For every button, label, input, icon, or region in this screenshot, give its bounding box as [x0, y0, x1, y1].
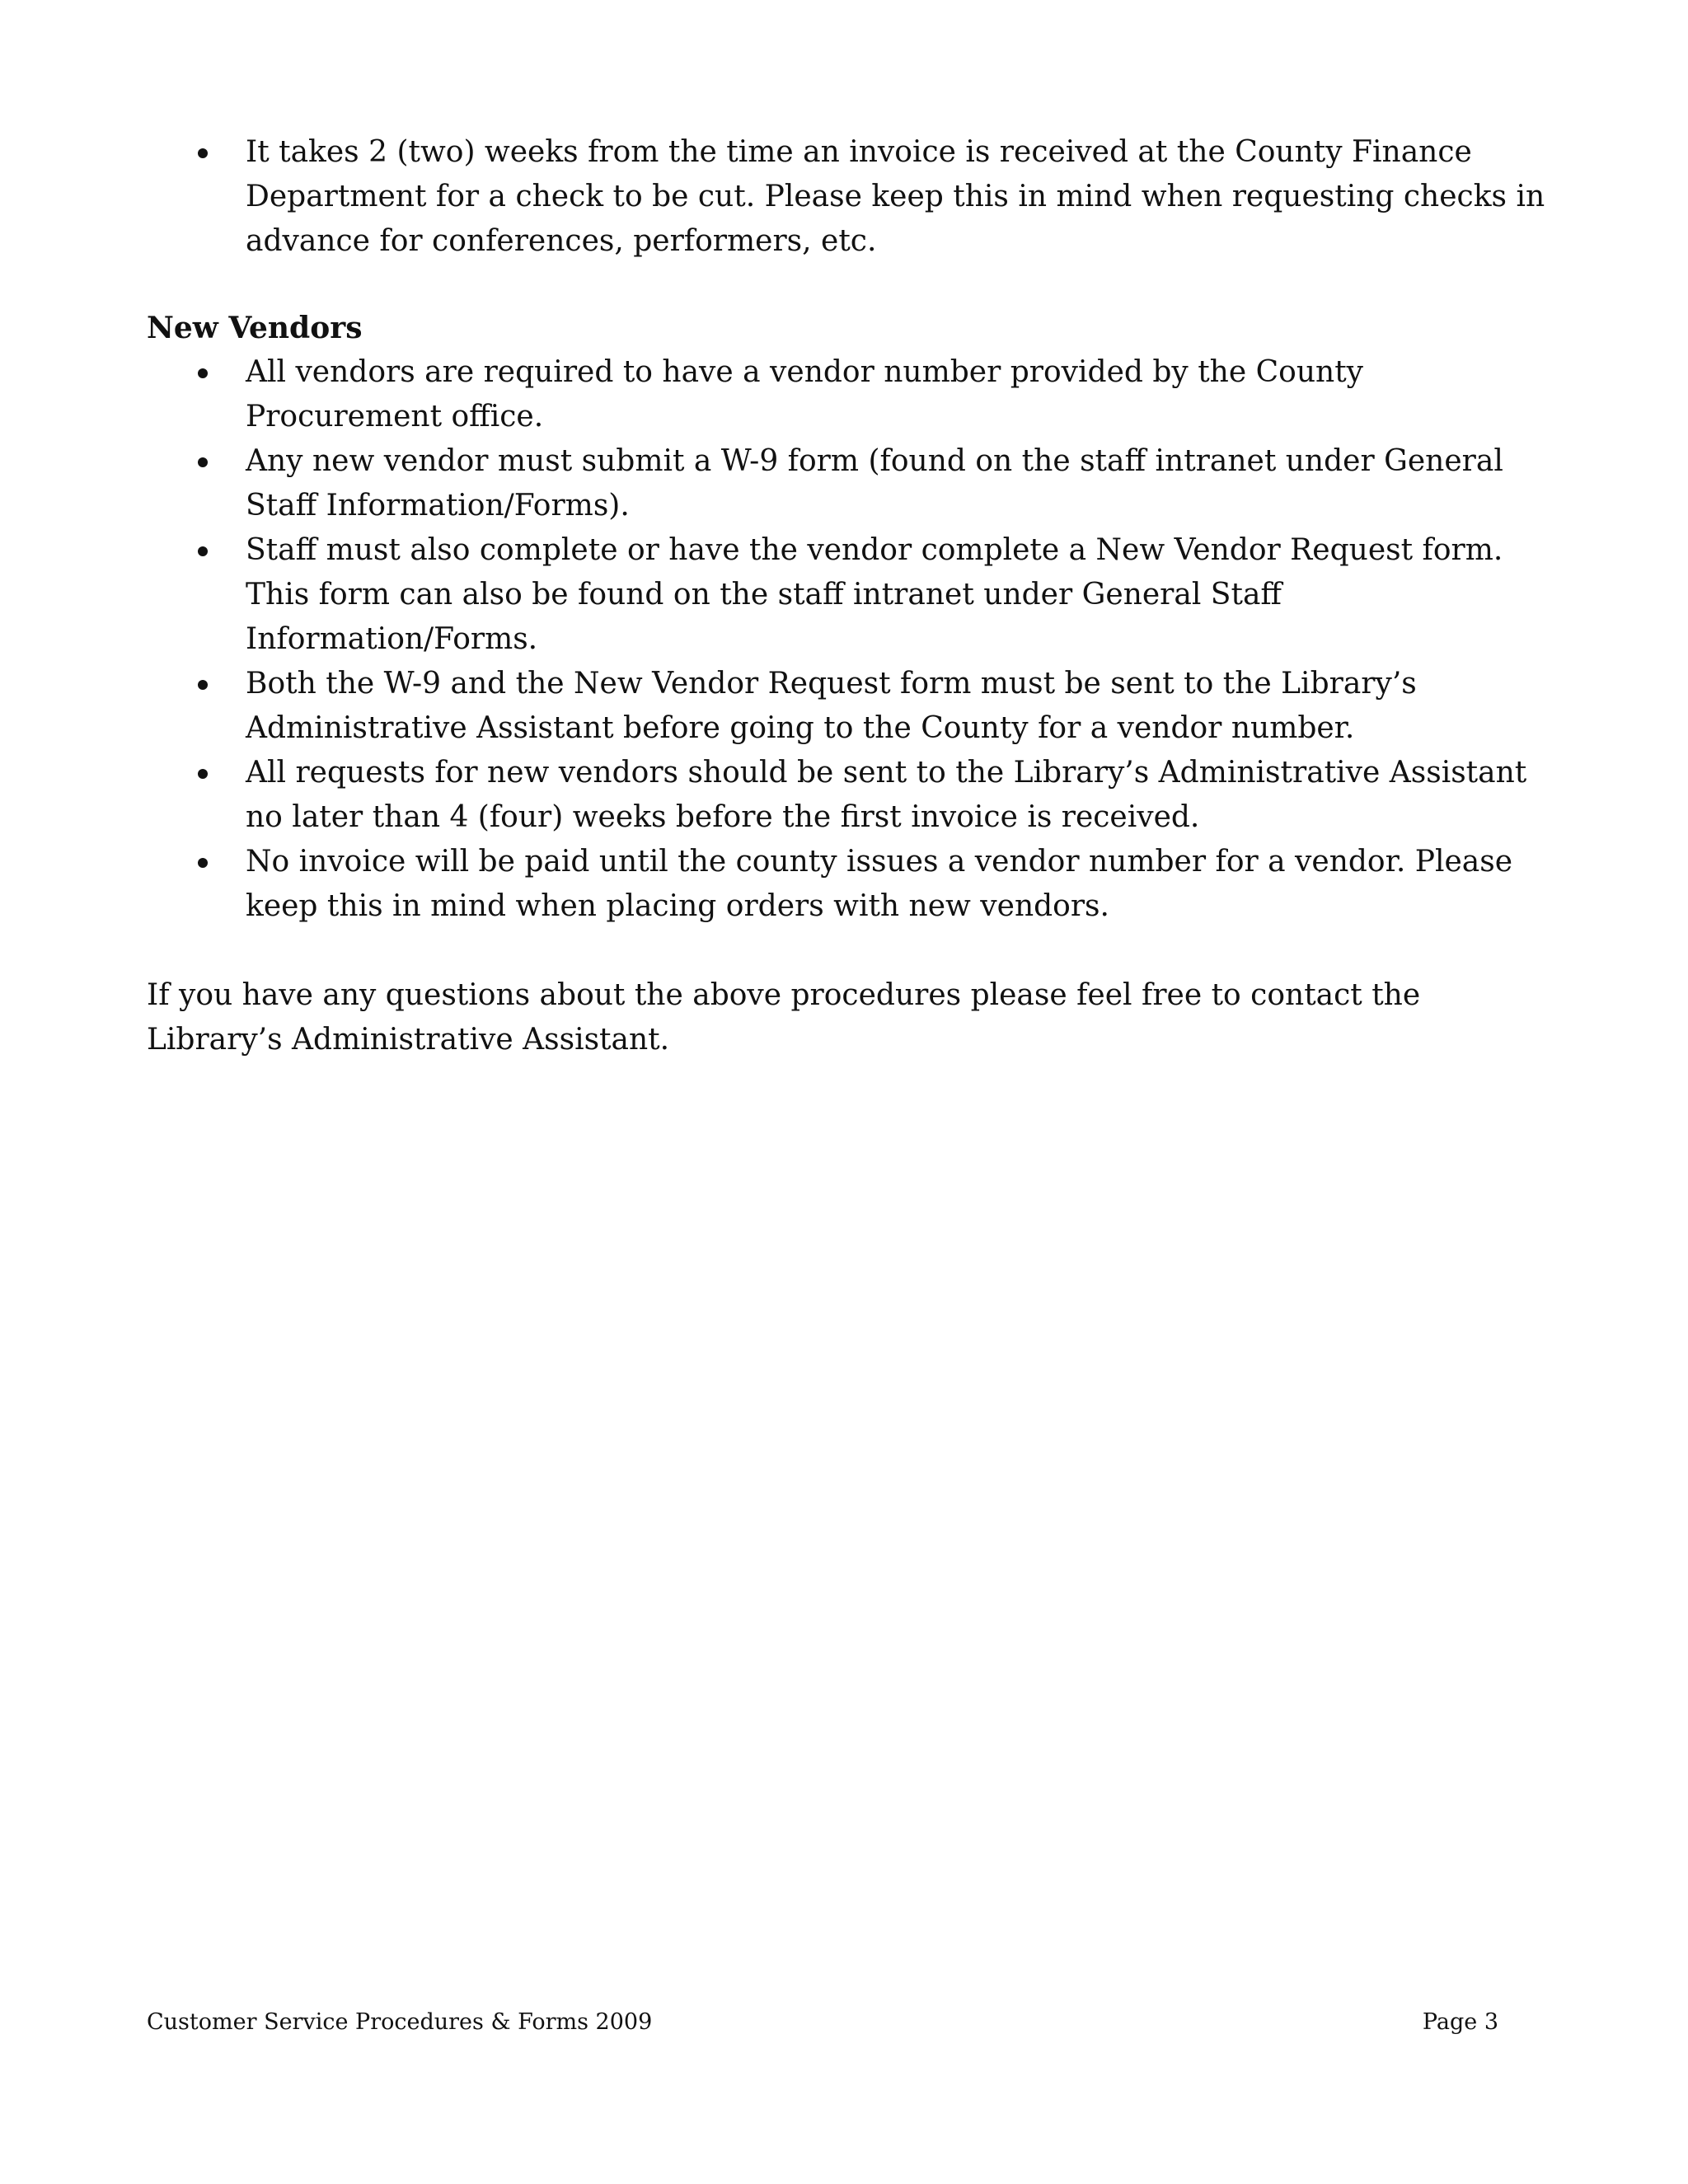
intro-bullet-list [147, 130, 1564, 264]
footer-page-number: Page 3 [1422, 2009, 1498, 2035]
list-item [147, 528, 1564, 662]
list-item-text: No invoice will be paid until the county issues a vendor number for a vendor. Please keep this in mind when placing orders with new vendors. [246, 845, 1513, 923]
footer-document-title: Customer Service Procedures & Forms 2009 [147, 2009, 653, 2035]
list-item [147, 662, 1564, 751]
list-item [147, 130, 1564, 264]
list-item-text: It takes 2 (two) weeks from the time an invoice is received at the County Finance Department for a check to be cut. Please keep this in mind when requesting checks in advance for conferences, performers, etc. [246, 135, 1545, 258]
list-item [147, 439, 1564, 528]
list-item-text: All vendors are required to have a vendor number provided by the County Procurement office. [246, 355, 1363, 434]
bullet-icon [198, 858, 208, 868]
page-footer [147, 2008, 1498, 2037]
bullet-icon [198, 546, 208, 556]
list-item-text: Staff must also complete or have the vendor complete a New Vendor Request form. This form can also be found on the staff intranet under General Staff Information/Forms. [246, 533, 1503, 656]
bullet-icon [198, 368, 208, 378]
list-item-text: All requests for new vendors should be sent to the Library’s Administrative Assistant no later than 4 (four) weeks before the first invoice is received. [246, 756, 1527, 834]
list-item [147, 350, 1564, 439]
list-item [147, 840, 1564, 929]
list-item-text: Both the W-9 and the New Vendor Request form must be sent to the Library’s Administrative Assistant before going to the County for a vendor number. [246, 667, 1417, 745]
page-content [147, 130, 1564, 1062]
section-heading-new-vendors: New Vendors [147, 311, 363, 345]
list-item-text: Any new vendor must submit a W-9 form (found on the staff intranet under General Staff Information/Forms). [246, 444, 1503, 523]
new-vendors-bullet-list [147, 350, 1564, 929]
closing-paragraph: If you have any questions about the above procedures please feel free to contact the Library’s Administrative Assistant. [147, 978, 1421, 1057]
bullet-icon [198, 769, 208, 779]
bullet-icon [198, 680, 208, 690]
bullet-icon [198, 148, 208, 158]
list-item [147, 751, 1564, 840]
bullet-icon [198, 457, 208, 467]
